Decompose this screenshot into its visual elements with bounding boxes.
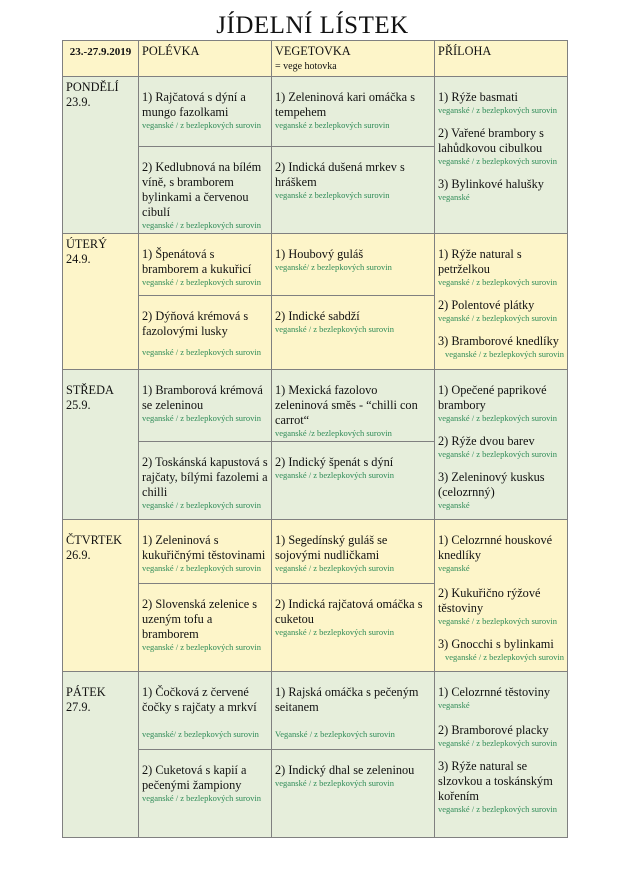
soup-cell (139, 520, 272, 584)
diet-tag: veganské / z bezlepkových surovin (275, 324, 394, 334)
soup-cell (139, 750, 272, 838)
vege-cell (272, 672, 435, 750)
day-row-monday-a (63, 77, 568, 147)
side-dish: 2) Bramborové placky (438, 723, 549, 737)
diet-tag: veganské / z bezlepkových surovin (142, 500, 261, 510)
day-cell-thursday (63, 520, 139, 672)
diet-tag: veganské / z bezlepkových surovin (438, 105, 557, 115)
vege-cell (272, 584, 435, 672)
day-name: ÚTERÝ (66, 237, 107, 251)
side-dish: 3) Gnocchi s bylinkami (438, 637, 554, 651)
vege-cell (272, 750, 435, 838)
diet-tag: veganské / z bezlepkových surovin (438, 313, 557, 323)
side-dish: 2) Vařené brambory s lahůdkovou cibulkou (438, 126, 544, 155)
diet-tag: veganské / z bezlepkových surovin (142, 793, 261, 803)
diet-tag: veganské / z bezlepkových surovin (142, 563, 261, 573)
soup-dish: 1) Čočková z červené čočky s rajčaty a mrkví (142, 685, 257, 714)
column-header-side: PŘÍLOHA (435, 41, 568, 77)
day-date: 24.9. (66, 252, 91, 266)
side-dish: 1) Rýže basmati (438, 90, 518, 104)
diet-tag: veganské (438, 563, 470, 573)
vege-cell (272, 147, 435, 234)
vege-cell (272, 234, 435, 296)
diet-tag: veganské / z bezlepkových surovin (142, 347, 261, 357)
soup-cell (139, 442, 272, 520)
diet-tag: veganské / z bezlepkových surovin (438, 449, 557, 459)
diet-tag: veganské /z bezlepkových surovin (275, 428, 392, 438)
soup-cell (139, 234, 272, 296)
diet-tag: veganské/ z bezlepkových surovin (275, 262, 392, 272)
week-date: 23.-27.9.2019 (63, 41, 139, 77)
soup-cell (139, 370, 272, 442)
column-header-vege (272, 41, 435, 77)
day-row-wednesday-a (63, 370, 568, 442)
day-cell-tuesday (63, 234, 139, 370)
soup-dish: 1) Bramborová krémová se zeleninou (142, 383, 263, 412)
diet-tag: veganské / z bezlepkových surovin (275, 778, 394, 788)
side-dish: 3) Rýže natural se slzovkou a toskánským kořením (438, 759, 553, 803)
side-cell (435, 370, 568, 520)
soup-dish: 2) Toskánská kapustová s rajčaty, bílými fazolemi a chilli (142, 455, 268, 499)
vege-cell (272, 442, 435, 520)
diet-tag: veganské / z bezlepkových surovin (438, 413, 557, 423)
side-dish: 1) Celozrnné houskové knedlíky (438, 533, 553, 562)
column-header-vege-note: = vege hotovka (275, 61, 337, 72)
side-dish: 2) Rýže dvou barev (438, 434, 535, 448)
diet-tag: veganské z bezlepkových surovin (275, 190, 390, 200)
day-row-friday-a (63, 672, 568, 750)
vege-dish: 2) Indický dhal se zeleninou (275, 763, 415, 777)
page-title: JÍDELNÍ LÍSTEK (216, 12, 409, 39)
diet-tag: veganské / z bezlepkových surovin (445, 652, 564, 662)
day-cell-wednesday (63, 370, 139, 520)
day-row-thursday-a (63, 520, 568, 584)
side-dish: 3) Bylinkové halušky (438, 177, 544, 191)
diet-tag: veganské / z bezlepkových surovin (142, 642, 261, 652)
day-name: STŘEDA (66, 383, 114, 397)
day-date: 25.9. (66, 398, 91, 412)
soup-cell (139, 296, 272, 370)
soup-cell (139, 147, 272, 234)
diet-tag: veganské z bezlepkových surovin (275, 120, 390, 130)
vege-dish: 2) Indický špenát s dýní (275, 455, 394, 469)
diet-tag: veganské (438, 700, 470, 710)
soup-dish: 2) Cuketová s kapií a pečenými žampiony (142, 763, 247, 792)
vege-dish: 1) Zeleninová kari omáčka s tempehem (275, 90, 415, 119)
vege-cell (272, 296, 435, 370)
diet-tag: veganské/ z bezlepkových surovin (142, 729, 259, 739)
soup-cell (139, 77, 272, 147)
diet-tag: Veganské / z bezlepkových surovin (275, 729, 395, 739)
column-header-soup: POLÉVKA (139, 41, 272, 77)
vege-cell (272, 77, 435, 147)
soup-dish: 1) Rajčatová s dýní a mungo fazolkami (142, 90, 246, 119)
soup-cell (139, 672, 272, 750)
header-row (63, 41, 568, 77)
side-cell (435, 77, 568, 234)
diet-tag: veganské / z bezlepkových surovin (142, 277, 261, 287)
diet-tag: veganské / z bezlepkových surovin (438, 156, 557, 166)
day-row-tuesday-a (63, 234, 568, 296)
diet-tag: veganské / z bezlepkových surovin (438, 804, 557, 814)
day-name: ČTVRTEK (66, 533, 122, 547)
vege-dish: 1) Segedínský guláš se sojovými nudličkami (275, 533, 388, 562)
soup-dish: 1) Zeleninová s kukuřičnými těstovinami (142, 533, 266, 562)
day-cell-monday (63, 77, 139, 234)
diet-tag: veganské / z bezlepkových surovin (445, 349, 564, 359)
side-cell (435, 520, 568, 672)
column-header-vege-label: VEGETOVKA (275, 44, 351, 58)
vege-dish: 2) Indické sabdží (275, 309, 360, 323)
vege-dish: 1) Houbový guláš (275, 247, 364, 261)
side-dish: 2) Kukuřično rýžové těstoviny (438, 586, 541, 615)
side-dish: 1) Opečené paprikové brambory (438, 383, 547, 412)
side-dish: 1) Celozrnné těstoviny (438, 685, 551, 699)
soup-dish: 2) Dýňová krémová s fazolovými lusky (142, 309, 249, 338)
day-date: 26.9. (66, 548, 91, 562)
day-name: PONDĚLÍ (66, 80, 119, 94)
day-cell-friday (63, 672, 139, 838)
vege-dish: 1) Mexická fazolovo zeleninová směs - “chilli con carrot“ (275, 383, 418, 427)
diet-tag: veganské / z bezlepkových surovin (438, 616, 557, 626)
day-name: PÁTEK (66, 685, 106, 699)
side-dish: 3) Bramborové knedlíky (438, 334, 559, 348)
soup-cell (139, 584, 272, 672)
side-cell (435, 234, 568, 370)
soup-dish: 1) Špenátová s bramborem a kukuřicí (142, 247, 252, 276)
diet-tag: veganské (438, 500, 470, 510)
diet-tag: veganské (438, 192, 470, 202)
side-dish: 3) Zeleninový kuskus (celozrnný) (438, 470, 545, 499)
diet-tag: veganské / z bezlepkových surovin (438, 738, 557, 748)
diet-tag: veganské / z bezlepkových surovin (438, 277, 557, 287)
diet-tag: veganské / z bezlepkových surovin (275, 470, 394, 480)
vege-dish: 1) Rajská omáčka s pečeným seitanem (275, 685, 419, 714)
vege-dish: 2) Indická dušená mrkev s hráškem (275, 160, 405, 189)
diet-tag: veganské / z bezlepkových surovin (142, 120, 261, 130)
menu-table (62, 40, 568, 838)
vege-cell (272, 370, 435, 442)
diet-tag: veganské / z bezlepkových surovin (275, 563, 394, 573)
day-date: 27.9. (66, 700, 91, 714)
side-dish: 1) Rýže natural s petrželkou (438, 247, 522, 276)
side-cell (435, 672, 568, 838)
diet-tag: veganské / z bezlepkových surovin (275, 627, 394, 637)
vege-dish: 2) Indická rajčatová omáčka s cuketou (275, 597, 423, 626)
soup-dish: 2) Slovenská zelenice s uzeným tofu a bramborem (142, 597, 258, 641)
side-dish: 2) Polentové plátky (438, 298, 535, 312)
day-date: 23.9. (66, 95, 91, 109)
soup-dish: 2) Kedlubnová na bílém víně, s bramborem bylinkami a červenou cibulí (142, 160, 262, 219)
vege-cell (272, 520, 435, 584)
diet-tag: veganské / z bezlepkových surovin (142, 413, 261, 423)
diet-tag: veganské / z bezlepkových surovin (142, 220, 261, 230)
